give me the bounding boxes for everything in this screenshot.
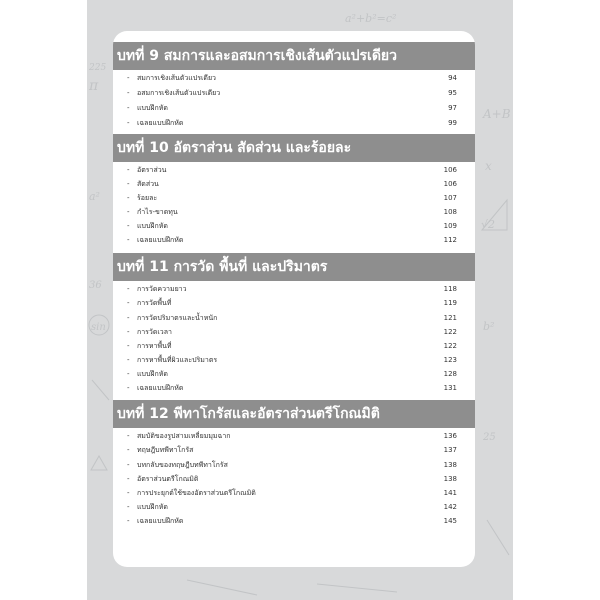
entry-title: การประยุกต์ใช้ของอัตราส่วนตรีโกณมิติ <box>137 489 256 497</box>
doodle-b-squared: b² <box>483 320 495 333</box>
entry-page-number: 107 <box>443 194 457 202</box>
entry-dash: - <box>127 236 130 244</box>
doodle-variable: x <box>485 159 492 173</box>
entry-title: แบบฝึกหัด <box>137 503 168 511</box>
toc-entry[interactable] <box>127 205 457 220</box>
book-page <box>87 0 513 600</box>
entry-title: สมการเชิงเส้นตัวแปรเดียว <box>137 74 216 82</box>
doodle-line <box>187 580 257 595</box>
entry-dash: - <box>127 517 130 525</box>
entry-title: การวัดปริมาตรและน้ำหนัก <box>137 314 218 322</box>
toc-entry[interactable] <box>127 325 457 340</box>
doodle-number: 225 <box>89 63 107 73</box>
entry-dash: - <box>127 89 130 97</box>
entry-title: ทฤษฎีบทพีทาโกรัส <box>137 446 194 454</box>
entry-dash: - <box>127 328 130 336</box>
entry-title: แบบฝึกหัด <box>137 370 168 378</box>
entry-dash: - <box>127 299 130 307</box>
entry-title: การวัดพื้นที่ <box>137 299 172 307</box>
chapter-12-header: บทที่ 12 พีทาโกรัสและอัตราส่วนตรีโกณมิติ <box>113 400 475 428</box>
entry-dash: - <box>127 432 130 440</box>
doodle-root: √2 <box>481 218 496 231</box>
entry-title: สมบัติของรูปสามเหลี่ยมมุมฉาก <box>137 432 231 440</box>
toc-entry[interactable] <box>127 443 457 458</box>
entry-page-number: 109 <box>443 222 457 230</box>
toc-entry[interactable] <box>127 116 457 131</box>
toc-entry[interactable] <box>127 353 457 368</box>
toc-entry[interactable] <box>127 282 457 297</box>
doodle-pi: π <box>89 78 99 94</box>
doodle-line <box>487 520 509 555</box>
toc-entry[interactable] <box>127 429 457 444</box>
entry-page-number: 121 <box>443 314 457 322</box>
entry-page-number: 122 <box>443 328 457 336</box>
entry-title: การหาพื้นที่ผิวและปริมาตร <box>137 356 218 364</box>
toc-entry[interactable] <box>127 191 457 206</box>
entry-page-number: 131 <box>443 384 457 392</box>
toc-entry[interactable] <box>127 514 457 529</box>
entry-page-number: 112 <box>443 236 457 244</box>
entry-dash: - <box>127 194 130 202</box>
entry-page-number: 122 <box>443 342 457 350</box>
entry-page-number: 97 <box>448 104 457 112</box>
toc-entry[interactable] <box>127 339 457 354</box>
entry-title: แบบฝึกหัด <box>137 222 168 230</box>
toc-entry[interactable] <box>127 219 457 234</box>
entry-dash: - <box>127 446 130 454</box>
entry-page-number: 118 <box>443 285 457 293</box>
entry-title: เฉลยแบบฝึกหัด <box>137 119 184 127</box>
toc-entry[interactable] <box>127 500 457 515</box>
toc-entry[interactable] <box>127 486 457 501</box>
toc-entry[interactable] <box>127 101 457 116</box>
chapter-9-header: บทที่ 9 สมการและอสมการเชิงเส้นตัวแปรเดียว <box>113 42 475 70</box>
doodle-number: 36 <box>89 280 102 291</box>
toc-entry[interactable] <box>127 367 457 382</box>
doodle-line <box>92 380 109 400</box>
entry-dash: - <box>127 475 130 483</box>
entry-title: สัดส่วน <box>137 180 159 188</box>
entry-title: การวัดเวลา <box>137 328 172 336</box>
entry-title: เฉลยแบบฝึกหัด <box>137 236 184 244</box>
entry-dash: - <box>127 180 130 188</box>
entry-dash: - <box>127 222 130 230</box>
entry-title: แบบฝึกหัด <box>137 104 168 112</box>
toc-entry[interactable] <box>127 163 457 178</box>
entry-title: การวัดความยาว <box>137 285 187 293</box>
chapter-10-header: บทที่ 10 อัตราส่วน สัดส่วน และร้อยละ <box>113 134 475 162</box>
entry-page-number: 119 <box>443 299 457 307</box>
entry-title: เฉลยแบบฝึกหัด <box>137 384 184 392</box>
entry-title: กำไร-ขาดทุน <box>137 208 178 216</box>
entry-title: การหาพื้นที่ <box>137 342 172 350</box>
entry-page-number: 138 <box>443 461 457 469</box>
entry-dash: - <box>127 342 130 350</box>
entry-dash: - <box>127 166 130 174</box>
toc-entry[interactable] <box>127 86 457 101</box>
entry-page-number: 94 <box>448 74 457 82</box>
entry-dash: - <box>127 314 130 322</box>
entry-title: อัตราส่วน <box>137 166 167 174</box>
entry-dash: - <box>127 489 130 497</box>
entry-page-number: 128 <box>443 370 457 378</box>
entry-dash: - <box>127 356 130 364</box>
toc-entry[interactable] <box>127 311 457 326</box>
entry-dash: - <box>127 461 130 469</box>
entry-dash: - <box>127 370 130 378</box>
entry-dash: - <box>127 384 130 392</box>
entry-page-number: 145 <box>443 517 457 525</box>
doodle-formula: a²+b²=c² <box>345 12 397 25</box>
toc-entry[interactable] <box>127 233 457 248</box>
entry-page-number: 106 <box>443 166 457 174</box>
entry-page-number: 108 <box>443 208 457 216</box>
entry-title: อัตราส่วนตรีโกณมิติ <box>137 475 199 483</box>
doodle-triangle <box>91 456 107 470</box>
entry-dash: - <box>127 74 130 82</box>
entry-dash: - <box>127 285 130 293</box>
toc-entry[interactable] <box>127 458 457 473</box>
doodle-line <box>317 584 397 592</box>
entry-page-number: 123 <box>443 356 457 364</box>
toc-entry[interactable] <box>127 472 457 487</box>
entry-page-number: 99 <box>448 119 457 127</box>
toc-entry[interactable] <box>127 177 457 192</box>
entry-page-number: 138 <box>443 475 457 483</box>
doodle-a-squared: a² <box>89 190 100 203</box>
entry-dash: - <box>127 104 130 112</box>
toc-entry[interactable] <box>127 381 457 396</box>
entry-title: เฉลยแบบฝึกหัด <box>137 517 184 525</box>
entry-title: ร้อยละ <box>137 194 158 202</box>
entry-page-number: 136 <box>443 432 457 440</box>
doodle-sin: sin <box>91 322 106 333</box>
entry-page-number: 106 <box>443 180 457 188</box>
toc-entry[interactable] <box>127 71 457 86</box>
entry-page-number: 141 <box>443 489 457 497</box>
entry-page-number: 142 <box>443 503 457 511</box>
entry-dash: - <box>127 208 130 216</box>
entry-dash: - <box>127 119 130 127</box>
entry-dash: - <box>127 503 130 511</box>
entry-title: บทกลับของทฤษฎีบทพีทาโกรัส <box>137 461 228 469</box>
chapter-11-header: บทที่ 11 การวัด พื้นที่ และปริมาตร <box>113 253 475 281</box>
doodle-sum: A+B <box>483 107 511 121</box>
entry-title: อสมการเชิงเส้นตัวแปรเดียว <box>137 89 221 97</box>
entry-page-number: 95 <box>448 89 457 97</box>
doodle-number: 25 <box>483 432 496 443</box>
toc-entry[interactable] <box>127 296 457 311</box>
table-of-contents <box>113 31 475 567</box>
entry-page-number: 137 <box>443 446 457 454</box>
